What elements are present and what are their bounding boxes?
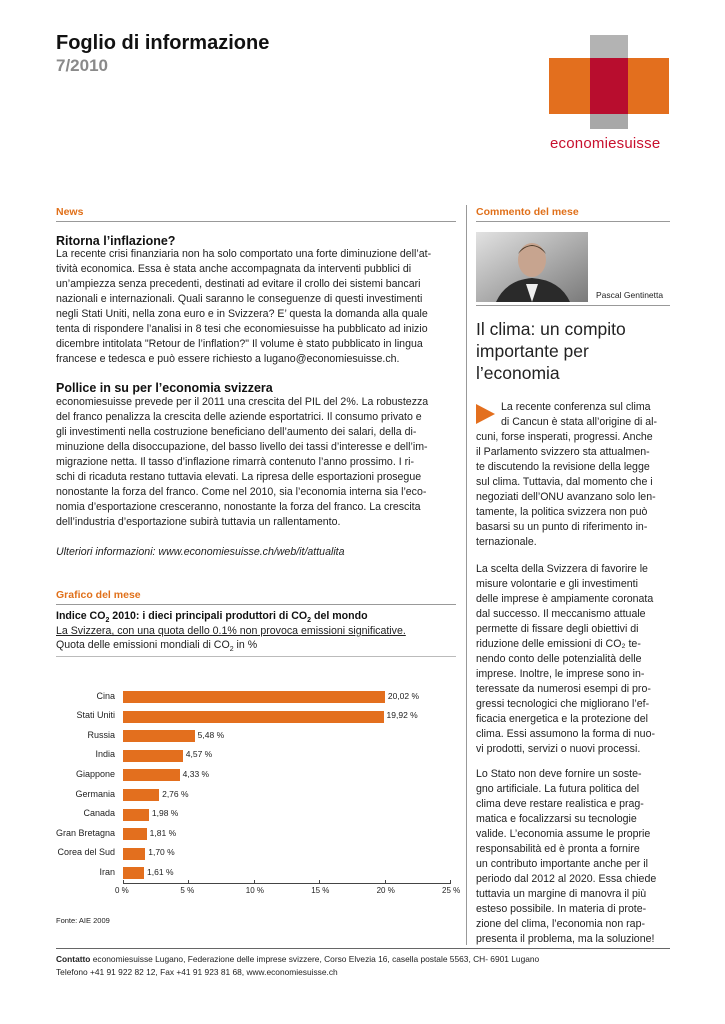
x-tick-label: 25 % (442, 886, 461, 895)
bar-category-label: Corea del Sud (57, 847, 115, 858)
bar-value-label: 4,57 % (185, 749, 213, 760)
chart-title-part: del mondo (311, 610, 368, 622)
x-tick-label: 15 % (311, 886, 330, 895)
bar-value-label: 1,70 % (148, 847, 175, 858)
text-line: nazionali e internazionali. Quali saranno le conseguenze di questi investimenti (56, 293, 423, 305)
text-line: tività economica. Essa è stata anche accompagnata da interventi pubblici di (56, 263, 412, 275)
text-line: basarsi su un punto di riferimento in- (476, 521, 648, 533)
brand-name: economiesuisse (550, 135, 661, 152)
text-line: delle imprese è ampiamente coronata (476, 593, 654, 605)
bar-category-label: Giappone (75, 768, 115, 779)
text-line: gressi tecnologici che migliorano l’ef- (476, 698, 650, 710)
text-line: negoziati dell’ONU avanzano solo len- (476, 491, 656, 503)
subscript: 2 (105, 617, 110, 625)
photo-rule (476, 305, 670, 306)
bar-value-label: 20,02 % (387, 690, 420, 701)
footer-line-1 (56, 953, 670, 966)
x-tick-label: 5 % (180, 886, 195, 895)
bar (123, 730, 195, 742)
bar-value-label: 5,48 % (197, 729, 225, 740)
text-line: nendo conto delle potenzialità delle (476, 653, 642, 665)
bar-value-label: 2,76 % (162, 788, 189, 799)
text-line: imprese. Inoltre, le imprese sono in- (476, 668, 645, 680)
chart-title-part: 2010: i dieci principali produttori di CO (109, 610, 308, 622)
more-info-link[interactable]: Ulteriori informazioni: www.economiesuisse.ch/web/it/attualita (56, 546, 345, 558)
text-line: un’ampiezza senza precedenti, destinati ad evitare il crollo dei sistemi bancari (56, 278, 421, 290)
bar-category-label: Germania (75, 788, 115, 799)
text-line: te discutendo la revisione della legge (476, 461, 650, 473)
text-line: economiesuisse prevede per il 2011 una crescita del PIL del 2%. La robustezza (56, 396, 429, 408)
text-line: schi di ricaduta restano tuttavia elevati. La ripresa delle esportazioni prosegue (56, 471, 422, 483)
text-line: sul clima. Tuttavia, dal momento che i (476, 476, 653, 488)
news-heading-1: Ritorna l’inflazione? (56, 234, 176, 248)
text-line: di Cancun è stata all’origine di al- (501, 416, 658, 428)
document-title: Foglio di informazione (56, 32, 270, 54)
bar-category-label: Canada (83, 808, 115, 819)
headline-line: l’economia (476, 363, 560, 383)
text-line: francese e tedesca e può essere richiesto a lugano@economiesuisse.ch. (56, 353, 400, 365)
text-line: gli investimenti nella costruzione beneficiano dell’aumento dei salari, della di- (56, 426, 417, 438)
text-line: responsabilità ed è pronta a fornire (476, 843, 640, 855)
text-line: tuttavia un margine di manovra il più (476, 888, 647, 900)
text-line: nomia d’esportazione cresceranno, nonostante la forza del franco. La crescita (56, 501, 421, 513)
bar-value-label: 1,81 % (149, 827, 177, 838)
footer-line-2: Telefono +41 91 922 82 12, Fax +41 91 923 81 68, www.economiesuisse.ch (56, 967, 338, 977)
text-line: clima. Essi assumono la forma di nuo- (476, 728, 655, 740)
comment-rule (476, 221, 670, 222)
x-axis-tick (123, 880, 124, 884)
bar-category-label: India (95, 749, 115, 760)
footer-label: Contatto (56, 954, 91, 964)
x-tick-label: 0 % (115, 886, 129, 895)
text-line: dicembre intitolata "Retour de l’inflation?" Il volume è stato pubblicato in lingua (56, 338, 423, 350)
subscript: 2 (229, 646, 234, 654)
text-line: valide. L’economia assume le proprie (476, 828, 651, 840)
x-axis-tick (254, 880, 255, 884)
bar (123, 809, 149, 821)
author-photo (476, 232, 588, 302)
subscript: 2 (307, 617, 312, 625)
comment-paragraph-2 (476, 562, 670, 757)
footer-contact (56, 953, 670, 979)
bar-category-label: Stati Uniti (76, 710, 115, 721)
x-axis-tick (319, 880, 320, 884)
bar (123, 828, 147, 840)
text-line: ternazionale. (476, 536, 537, 548)
text-line: matica e focalizzarsi su tecnologie (476, 813, 637, 825)
text-line: La recente conferenza sul clima (501, 401, 651, 413)
text-line: La scelta della Svizzera di favorire le (476, 563, 648, 575)
axis-note-part: Quota delle emissioni mondiali di CO (56, 639, 230, 651)
bar-category-label: Russia (87, 729, 115, 740)
bar-value-label: 1,61 % (147, 866, 174, 877)
x-axis-tick (450, 880, 451, 884)
x-tick-label: 10 % (245, 886, 265, 895)
bar (123, 750, 183, 762)
text-line: gno artificiale. La futura politica del (476, 783, 640, 795)
text-line: nonostante la forza del franco. Come nel 2010, sia l’economia interna sia l’eco- (56, 486, 427, 498)
chart-title (56, 610, 368, 624)
text-line: esteso possibile. In materia di prote- (476, 903, 647, 915)
text-line: minuzione della disoccupazione, del basso livello dei tassi d’interesse e dell’im- (56, 441, 428, 453)
text-line: teressate da numerosi esempi di pro- (476, 683, 651, 695)
text-line: presenta il problema, ma la soluzione! (476, 933, 655, 945)
x-axis-tick (188, 880, 189, 884)
text-line: periodo dal 2012 al 2020. Essa chiede (476, 873, 657, 885)
text-line: negli Stati Uniti, nella zona euro e in Svizzera? E’ questa la domanda alla quale (56, 308, 428, 320)
text-line: dell’industria d’esportazione subirà tuttavia un rallentamento. (56, 516, 341, 528)
x-axis-line (123, 883, 450, 884)
bar-category-label: Iran (99, 866, 115, 877)
text-line: misure volontarie e gli investimenti (476, 578, 638, 590)
text-line: riduzione delle emissioni di CO₂ te- (476, 638, 641, 650)
text-line: permette di fissare degli obiettivi di (476, 623, 639, 635)
chart-source: Fonte: AIE 2009 (56, 916, 110, 925)
comment-paragraph-3 (476, 767, 670, 947)
bar-value-label: 4,33 % (182, 768, 210, 779)
text-line: dal successo. Il meccanismo attuale (476, 608, 646, 620)
news-rule (56, 221, 456, 222)
text-line: cuni, forse insperati, progressi. Anche (476, 431, 653, 443)
author-name: Pascal Gentinetta (596, 290, 664, 300)
x-axis-tick (385, 880, 386, 884)
text-line: zione del clima, l’economia non rap- (476, 918, 645, 930)
bar (123, 769, 180, 781)
headline-line: importante per (476, 341, 589, 361)
news-heading-2: Pollice in su per l’economia svizzera (56, 381, 273, 395)
headline-line: Il clima: un compito (476, 319, 626, 339)
axis-note-part: in % (233, 639, 258, 651)
text-line: vi prodotti, servizi o nuovi processi. (476, 743, 641, 755)
bar-category-label: Cina (96, 690, 115, 701)
bar (123, 867, 144, 879)
footer-rule (56, 948, 670, 949)
bar-category-label: Gran Bretagna (55, 827, 115, 838)
comment-section-label: Commento del mese (476, 206, 579, 218)
comment-headline (476, 318, 626, 384)
bar (123, 848, 145, 860)
text-line: tenta di rispondere l’analisi in 8 tesi che economiesuisse ha pubblicato ad inizio (56, 323, 428, 335)
column-divider (466, 205, 467, 945)
bar (123, 691, 385, 703)
chart-header-rule (56, 656, 456, 657)
chart-title-part: Indice CO (56, 610, 106, 622)
news-article-2 (56, 395, 458, 530)
text-line: clima deve restare realistica e prag- (476, 798, 644, 810)
chart-section-label: Grafico del mese (56, 589, 141, 601)
text-line: tamente, la politica svizzera non può (476, 506, 648, 518)
issue-number: 7/2010 (56, 56, 108, 75)
chart-rule (56, 604, 456, 605)
x-tick-label: 20 % (376, 886, 395, 895)
text-line: Lo Stato non deve fornire un soste- (476, 768, 642, 780)
text-line: ficacia energetica e la protezione del (476, 713, 648, 725)
chart-subtitle: La Svizzera, con una quota dello 0.1% non provoca emissioni significative. (56, 625, 406, 637)
text-line: migrazione netta. Il tasso d’inflazione rimarrà contenuto l’anno prossimo. I ri- (56, 456, 414, 468)
text-line: un contributo importante anche per il (476, 858, 648, 870)
bar-value-label: 19,92 % (386, 710, 418, 721)
text-line: il Parlamento svizzero sta attualmen- (476, 446, 650, 458)
bar (123, 789, 159, 801)
bar-value-label: 1,98 % (151, 808, 179, 819)
news-section-label: News (56, 206, 84, 218)
text-line: del franco penalizza la crescita delle aziende esportatrici. Il consumo privato e (56, 411, 422, 423)
text-line: La recente crisi finanziaria non ha solo comportato una forte diminuzione dell’at- (56, 248, 432, 260)
news-article-1 (56, 247, 458, 367)
bar (123, 711, 384, 723)
comment-paragraph-1 (476, 400, 670, 550)
footer-address: economiesuisse Lugano, Federazione delle imprese svizzere, Corso Elvezia 16, casella postale 5563, CH- 6901 Lugano (90, 954, 540, 964)
chart-axis-note (56, 639, 257, 653)
